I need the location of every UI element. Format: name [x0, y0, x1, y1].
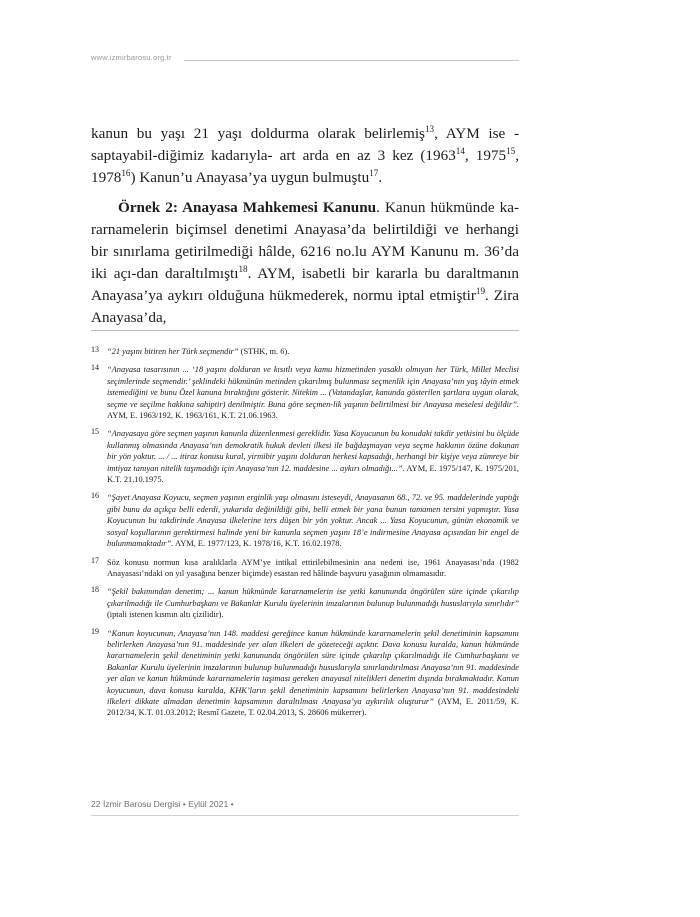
- footnote-ref-18[interactable]: 18: [238, 263, 248, 274]
- text-run: , 1978: [91, 147, 519, 186]
- page-footer: 22 İzmir Barosu Dergisi • Eylül 2021 •: [91, 799, 234, 809]
- text-run: , 1975: [464, 147, 507, 164]
- footnote-citation: AYM, E. 1975/147, K. 1975/201, K.T. 21.10.1975.: [107, 463, 519, 485]
- footnote-citation: (iptali istenen kısmın altı çizilidir).: [107, 610, 224, 620]
- header-url: www.izmirbarosu.org.tr: [91, 53, 172, 62]
- footnote-citation: Söz konusu normun kısa aralıklarla AYM’ye intikal ettirilebilmesinin ana nedeni ise, 1961 Anayasası’nda (1982 Anayasası’ndaki on yıl yasağına benzer biçimde) esastan red hâlinde başvuru yasağının olmamasıdır.: [107, 557, 519, 578]
- footnote-18: [91, 586, 519, 620]
- text-run: . Kanun hükmünde ka-rarnamelerin biçimsel denetimi Anayasa’da belirtildiği ve herhangi bir sınırlama getirilmediği hâlde, 6216 no.lu AYM Kanunu m. 36’da iki açı-dan daraltılmıştı: [91, 199, 519, 282]
- footnote-number: 19: [91, 626, 99, 636]
- footnote-citation: (STHK, m. 6).: [238, 347, 290, 356]
- paragraph-2: [91, 197, 519, 329]
- footnote-quote: “Anayasaya göre seçmen yaşının kanunla düzenlenmesi gereklidir. Yasa Koyucunun bu konudaki takdir yetkisini bu ölçüde kullanmış olmasında Anayasa’nın demokratik hukuk devleti ilkesi ile bağdaşmayan veya seçme hakkının özüne dokunan bir yön yoktur. ... / ... itiraz konusu kural, yirmibir yaşını dolduran herkesi kapsadığı, herhangi bir kişiye veya zümreye bir imtiyaz tanıyan nitelik taşımadığı için Anayasa’nın 12. maddesine ... aykırı olmadığı...”.: [107, 429, 519, 473]
- footnote-19: [91, 628, 519, 719]
- footnote-13: [91, 346, 519, 357]
- footnote-17: [91, 557, 519, 580]
- footnote-text: [107, 558, 519, 578]
- text-run: . AYM, isabetli bir kararla bu daraltmanın Anayasa’ya aykırı olduğuna hükmederek, normu iptal etmiştir: [91, 265, 519, 304]
- footnote-text: [107, 493, 519, 548]
- footnote-text: [107, 365, 519, 420]
- footnote-text: [107, 347, 289, 356]
- footnote-ref-19[interactable]: 19: [475, 285, 486, 296]
- footnote-number: 15: [91, 427, 99, 437]
- footnote-separator: [91, 330, 519, 331]
- footnote-text: [107, 587, 519, 619]
- footnote-citation: AYM, E. 1963/192, K. 1963/161, K.T. 21.06.1963.: [107, 411, 278, 421]
- text-run: . Zira Anayasa’da,: [91, 287, 520, 326]
- footnote-quote: “Şekil bakımından denetim; ... kanun hükmünde kararnamelerin ise yetki kanununda öngörülen süre içinde çıkarılıp çıkarılmadığı ile Cumhurbaşkanı ve Bakanlar Kurulu üyelerinin imzalarının bulunup bulunmadığı hususlarıyla sınırlıdır”: [107, 587, 519, 608]
- footnote-14: [91, 364, 519, 421]
- footnote-number: 13: [91, 345, 99, 354]
- text-run: , AYM ise -saptayabil-diğimiz kadarıyla- art arda en az 3 kez (1963: [91, 125, 520, 164]
- footer-rule: [91, 815, 519, 816]
- footnote-number: 17: [91, 555, 99, 565]
- footnote-number: 18: [91, 585, 99, 595]
- footnote-ref-14[interactable]: 14: [455, 145, 465, 156]
- footnote-quote: “Kanun koyucunun, Anayasa’nın 148. maddesi gereğince kanun hükmünde kararnamelerin şekil denetiminin kapsamını belirlerken Anayasa’nın 91. maddesinde yer alan ilkeleri de gözeteceği açıktır. Dava konusu kuralda, kanun hükmünde kararnamelerin şekil denetiminin yetki kanununda öngörülen süre içinde çıkarılıp çıkarılmadığı ile Cumhurbaşkanı ve Bakanlar Kurulu üyelerinin imzalarının bulunup bulunmadığı hususlarıyla sınırlandırılması Anayasa’nın 91. maddesinde yer alan ve kanun hükmünde kararnamelerin taşıması gereken anayasal nitelikleri denetim dışında bırakmaktadır. Kanun koyucunun, dava konusu kuralda, KHK’ların şekil denetiminin kapsamını belirlerken Anayasa’nın 91. maddesindeki ilkeleri dikkate almadan denetimin kapsamının daraltılması Anayasa’ya aykırılık oluşturur”: [107, 628, 519, 706]
- footnote-quote: “21 yaşını bitiren her Türk seçmendir”: [107, 347, 239, 356]
- footnote-ref-13[interactable]: 13: [424, 123, 435, 134]
- text-run: ) Kanun’u Anayasa’ya uygun bulmuştu: [130, 169, 370, 186]
- footnote-number: 14: [91, 363, 99, 373]
- text-run: kanun bu yaşı 21 yaşı doldurma olarak belirlemiş: [91, 125, 425, 142]
- footnote-quote: “Anayasa tasarısının ... ‘18 yaşını dolduran ve kısıtlı veya kamu hizmetinden yasaklı olmıyan her Türk, Millet Meclisi seçimlerinde seçmendir.’ şeklindeki hükmünün metinden çıkarılmış bulunması seçmenlik için Anayasa’nın yaş tâyin etmek istemediğini ve bunu Özel kanuna bıraktığını gösterir. Nitekim ... (Vatandaşlar, kanunda gösterilen şartlara uygun olarak, seçme ve seçilme hakkına sahiptir) denilmiştir. Buna göre seçmen-lik yaşının belirtilmesi bir Anayasa meselesi değildir”.: [107, 365, 519, 409]
- footnote-ref-15[interactable]: 15: [506, 145, 516, 156]
- example-heading: Örnek 2: Anayasa Mahkemesi Kanunu: [118, 199, 377, 216]
- footnote-citation: AYM, E. 1977/123, K. 1978/16, K.T. 16.02.1978.: [173, 539, 342, 549]
- footnotes: [91, 346, 519, 726]
- text-run: .: [378, 169, 383, 186]
- footnote-quote: “Şayet Anayasa Koyucu, seçmen yaşının erginlik yaşı olmasını isteseydi, Anayasanın 68., 72. ve 95. maddelerinde yaptığı gibi bunu da açıkça belli ederdi, yukarıda değinildiği gibi, belli etmek bir yana bunun tamamen tersini yapmıştır. Yasa Koyucunun bu takdirinde Anayasa ilkelerine ters düşen bir yön yoktur. Ancak ... Yasa Koyucunun, günün ekonomik ve sosyal koşullarının gerektirmesi halinde yeni bir kanunla seçmen yaşını 18’e indirmesine Anayasa açısından bir engel de bulunmamaktadır”.: [107, 493, 519, 549]
- footnote-ref-17[interactable]: 17: [369, 167, 379, 178]
- footnote-15: [91, 428, 519, 485]
- footnote-text: [107, 429, 519, 484]
- footnote-number: 16: [91, 491, 99, 501]
- footnote-16: [91, 492, 519, 549]
- header-rule: [184, 60, 519, 61]
- footnote-text: [107, 629, 519, 718]
- footnote-ref-16[interactable]: 16: [121, 167, 131, 178]
- footnote-citation: (AYM, E. 2011/59, K. 2012/34, K.T. 01.03.2012; Resmî Gazete, T. 02.04.2013, S. 28606 mükerrer).: [107, 696, 519, 718]
- paragraph-1: [91, 123, 519, 189]
